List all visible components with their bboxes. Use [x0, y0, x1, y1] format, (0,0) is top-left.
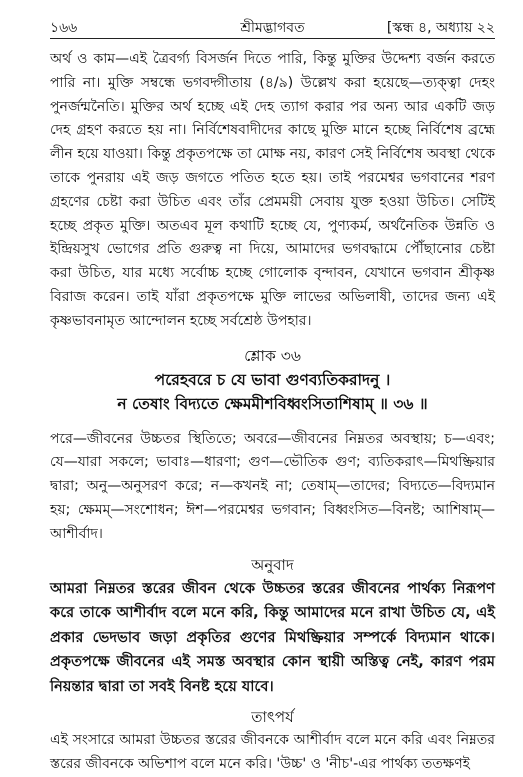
book-title: শ্রীমদ্ভাগবত — [240, 20, 305, 36]
intro-paragraph: অর্থ ও কাম—এই ত্রৈবর্গ্য বিসর্জন দিতে পারি, কিন্তু মুক্তির উদ্দেশ্য বর্জন করতে পারি না। মুক্তি সম্বন্ধে ভগবদ্গীতায় (৪/৯) উল্লেখ করা হয়েছে—ত্যক্ত্বা দেহং পুনর্জন্মনৈতি। মুক্তির অর্থ হচ্ছে এই দেহ ত্যাগ করার পর অন্য আর একটি জড় দেহ গ্রহণ করতে হয় না। নির্বিশেষবাদীদের কাছে মুক্তি মানে হচ্ছে নির্বিশেষ ব্রহ্মে লীন হয়ে যাওয়া। কিন্তু প্রকৃতপক্ষে তা মোক্ষ নয়, কারণ সেই নির্বিশেষ অবস্থা থেকে তাকে পুনরায় এই জড় জগতে পতিত হতে হয়। তাই পরমেশ্বর ভগবানের শরণ গ্রহণের চেষ্টা করা উচিত এবং তাঁর প্রেমময়ী সেবায় যুক্ত হওয়া উচিত। সেটিই হচ্ছে প্রকৃত মুক্তি। অতএব মূল কথাটি হচ্ছে যে, পুণ্যকর্ম, অর্থনৈতিক উন্নতি ও ইন্দ্রিয়সুখ ভোগের প্রতি গুরুত্ব না দিয়ে, আমাদের ভগবদ্ধামে পৌঁছানোর চেষ্টা করা উচিত, যার মধ্যে সর্বোচ্চ হচ্ছে গোলোক বৃন্দাবন, যেখানে ভগবান শ্রীকৃষ্ণ বিরাজ করেন। তাই যাঁরা প্রকৃতপক্ষে মুক্তি লাভের অভিলাষী, তাদের জন্য এই কৃষ্ণভাবনামৃত আন্দোলন হচ্ছে সর্বশ্রেষ্ঠ উপহার। — [50, 51, 495, 329]
page-content — [50, 48, 495, 777]
canto-chapter-label: [স্কন্ধ ৪, অধ্যায় ২২ — [386, 20, 495, 36]
verse-heading: শ্লোক ৩৬ — [244, 346, 301, 365]
page-number: ১৬৬ — [50, 20, 78, 36]
verse-line-1: পরেহবরে চ যে ভাবা গুণব্যতিকরাদনু । — [154, 370, 391, 389]
verse-line-2: ন তেষাং বিদ্যতে ক্ষেমমীশবিধ্বংসিতাশিষাম্ ॥ ৩৬ ॥ — [117, 394, 428, 413]
translation-paragraph: আমরা নিম্নতর স্তরের জীবন থেকে উচ্চতর স্তরের জীবনের পার্থক্য নিরূপণ করে তাকে আশীর্বাদ বলে মনে করি, কিন্তু আমাদের মনে রাখা উচিত যে, এই প্রকার ভেদভাব জড়া প্রকৃতির গুণের মিথষ্ক্রিয়ার সম্পর্কে বিদ্যমান থাকে। প্রকৃতপক্ষে জীবনের এই সমস্ত অবস্থার কোন স্থায়ী অস্তিত্ব নেই, কারণ পরম নিয়ন্তার দ্বারা তা সবই বিনষ্ট হয়ে যাবে। — [50, 579, 495, 695]
synonyms-paragraph: পরে—জীবনের উচ্চতর স্থিতিতে; অবরে—জীবনের নিম্নতর অবস্থায়; চ—এবং; যে—যারা সকলে; ভাবাঃ—ধারণা; গুণ—ভৌতিক গুণ; ব্যতিকরাৎ—মিথষ্ক্রিয়ার দ্বারা; অনু—অনুসরণ করে; ন—কখনই না; তেষাম্—তাদের; বিদ্যতে—বিদ্যমান হয়; ক্ষেমম্—সংশোধন; ঈশ—পরমেশ্বর ভগবান; বিধ্বংসিত—বিনষ্ট; আশিষাম্—আশীর্বাদ। — [50, 430, 495, 542]
purport-paragraph: এই সংসারে আমরা উচ্চতর স্তরের জীবনকে আশীর্বাদ বলে মনে করি এবং নিম্নতর স্তরের জীবনকে অভিশাপ বলে মনে করি। 'উচ্চ' ও 'নীচ'-এর পার্থক্য ততক্ষণই — [50, 732, 495, 772]
purport-heading: তাৎপর্য — [251, 708, 294, 727]
running-header — [50, 16, 495, 38]
header-divider — [50, 38, 495, 39]
translation-heading: অনুবাদ — [251, 555, 294, 574]
